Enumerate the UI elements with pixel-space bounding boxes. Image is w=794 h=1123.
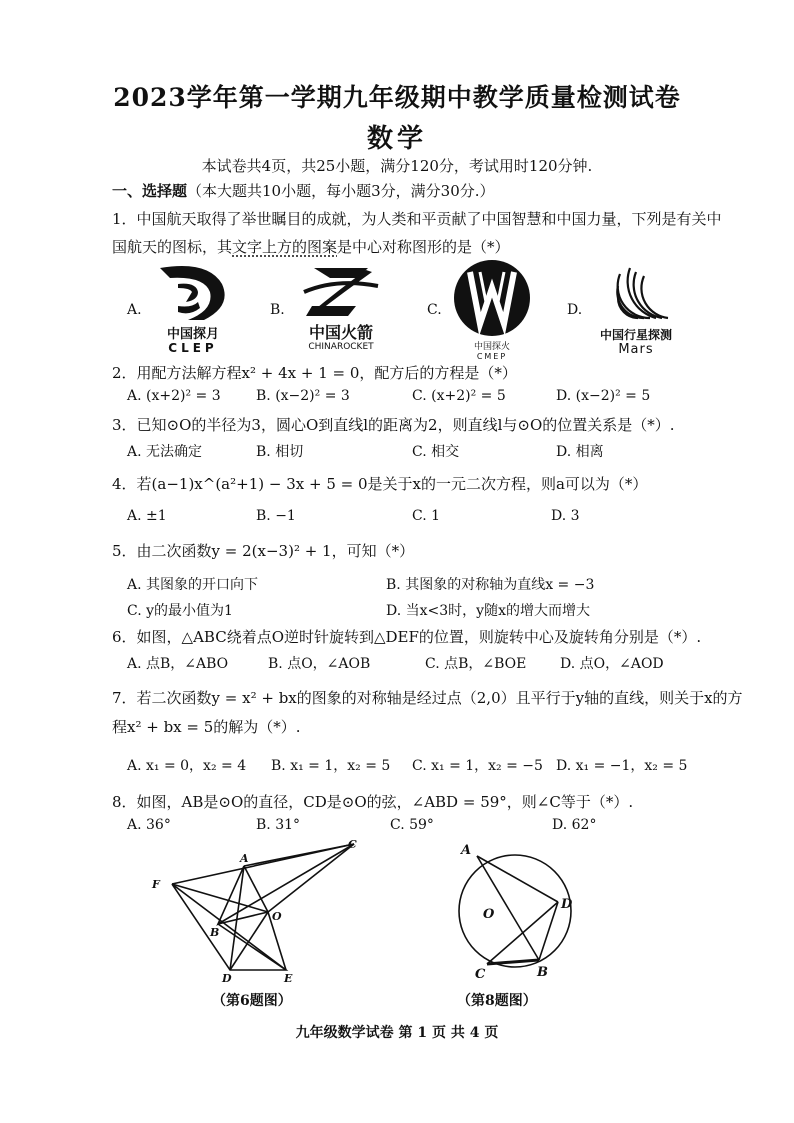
q4-stem: 4．若(a−1)x^(a²+1) − 3x + 5 = 0是关于x的一元二次方程，则a可以为（*） [112,475,648,493]
q5-option-d[interactable]: D. 当x<3时，y随x的增大而增大 [386,603,590,619]
exam-intro: 本试卷共4页，共25小题，满分120分，考试用时120分钟. [201,157,593,175]
q8-option-a[interactable]: A. 36° [127,817,171,833]
q3-option-a[interactable]: A. 无法确定 [127,444,203,460]
q4-option-c[interactable]: C. 1 [412,508,441,524]
fig8-label-d: D [561,897,573,912]
q1-option-a-label[interactable]: A. [127,302,142,318]
q8-option-b[interactable]: B. 31° [256,817,301,833]
china-rocket-emblem-icon [296,262,386,320]
q4-option-b[interactable]: B. −1 [256,508,296,524]
q5-option-c[interactable]: C. y的最小值为1 [127,603,233,619]
q1-option-d-logo [590,260,682,356]
q6-option-d[interactable]: D. 点O，∠AOD [560,656,664,672]
q8-option-d[interactable]: D. 62° [552,817,597,833]
q2-option-d[interactable]: D. (x−2)² = 5 [556,388,651,404]
section-heading [112,180,495,201]
fig8-label-o: O [483,907,495,922]
q6-option-b[interactable]: B. 点O，∠AOB [268,656,371,672]
section-title: 一、选择题 [112,182,188,200]
cmep-emblem-icon [450,258,534,338]
q1-option-c-sub: CMEP [476,352,508,361]
figure-6-diagram [150,836,370,986]
fig6-label-f: F [152,878,160,891]
q5-option-b[interactable]: B. 其图象的对称轴为直线x = −3 [386,577,595,593]
q7-option-a[interactable]: A. x₁ = 0，x₂ = 4 [127,758,247,774]
q7-option-b[interactable]: B. x₁ = 1，x₂ = 5 [271,758,391,774]
fig8-label-b: B [537,965,548,980]
figure-8-caption: （第8题图） [457,993,537,1009]
q1-option-b-logo [296,262,386,354]
q7-line1: 7．若二次函数y = x² + bx的图象的对称轴是经过点（2,0）且平行于y轴的直线，则关于x的方 [112,689,743,707]
q2-option-c[interactable]: C. (x+2)² = 5 [412,388,506,404]
q2-option-b[interactable]: B. (x−2)² = 3 [256,388,350,404]
fig8-label-c: C [475,967,486,982]
mars-probe-emblem-icon [590,260,682,324]
q1-option-b-sub: CHINAROCKET [308,342,374,352]
q1-option-a-logo [148,262,238,354]
page-footer: 九年级数学试卷 第 1 页 共 4 页 [295,1025,499,1041]
q6-option-a[interactable]: A. 点B，∠ABO [127,656,229,672]
q1-option-a-sub: CLEP [168,341,218,355]
q4-option-d[interactable]: D. 3 [551,508,580,524]
q2-option-a[interactable]: A. (x+2)² = 3 [127,388,221,404]
q3-option-c[interactable]: C. 相交 [412,444,460,460]
q2-stem: 2．用配方法解方程x² + 4x + 1 = 0，配方后的方程是（*） [112,364,517,382]
fig6-label-d: D [222,972,232,985]
fig6-label-c: C [348,838,357,851]
q7-line2: 程x² + bx = 5的解为（*）. [112,718,301,736]
q6-stem: 6．如图，△ABC绕着点O逆时针旋转到△DEF的位置，则旋转中心及旋转角分别是（*）. [112,628,702,646]
q8-option-c[interactable]: C. 59° [390,817,434,833]
fig6-label-b: B [210,926,220,939]
fig6-label-a: A [240,852,249,865]
q1-option-c-label[interactable]: C. [427,302,442,318]
q3-option-d[interactable]: D. 相离 [556,444,604,460]
fig8-label-a: A [461,843,472,858]
q1-option-c-text: 中国探火 [473,342,510,352]
subject-title: 数学 [366,124,427,154]
fig6-label-e: E [284,972,293,985]
fig6-label-o: O [272,910,282,923]
q7-option-d[interactable]: D. x₁ = −1，x₂ = 5 [556,758,688,774]
q1-option-b-label[interactable]: B. [270,302,285,318]
section-note: （本大题共10小题，每小题3分，满分30分.） [187,182,495,200]
q4-option-a[interactable]: A. ±1 [127,508,167,524]
q1-emphasis: 文字上方的图案 [232,238,338,256]
q1-option-d-sub: Mars [618,342,654,357]
figure-6-caption: （第6题图） [212,993,292,1009]
q1-option-a-text: 中国探月 [166,327,219,342]
exam-title: 2023学年第一学期九年级期中教学质量检测试卷 [113,83,681,112]
q3-option-b[interactable]: B. 相切 [256,444,304,460]
q8-stem: 8．如图，AB是⊙O的直径，CD是⊙O的弦，∠ABD = 59°，则∠C等于（*）. [112,793,634,811]
q3-stem: 3．已知⊙O的半径为3，圆心O到直线l的距离为2，则直线l与⊙O的位置关系是（*）. [112,416,675,434]
clep-emblem-icon [148,262,238,324]
q7-option-c[interactable]: C. x₁ = 1，x₂ = −5 [412,758,543,774]
q1-option-d-text: 中国行星探测 [599,328,672,342]
q5-option-a[interactable]: A. 其图象的开口向下 [127,577,259,593]
q1-option-d-label[interactable]: D. [567,302,583,318]
q1-line1: 1．中国航天取得了举世瞩目的成就，为人类和平贡献了中国智慧和中国力量，下列是有关中 [112,210,722,228]
q1-option-b-text: 中国火箭 [308,323,373,342]
q1-option-c-logo [450,258,534,361]
q6-option-c[interactable]: C. 点B，∠BOE [425,656,527,672]
q1-line2: 国航天的图标，其文字上方的图案是中心对称图形的是（*） [112,238,510,256]
figure-8-diagram [455,838,585,984]
q5-stem: 5．由二次函数y = 2(x−3)² + 1，可知（*） [112,542,415,560]
